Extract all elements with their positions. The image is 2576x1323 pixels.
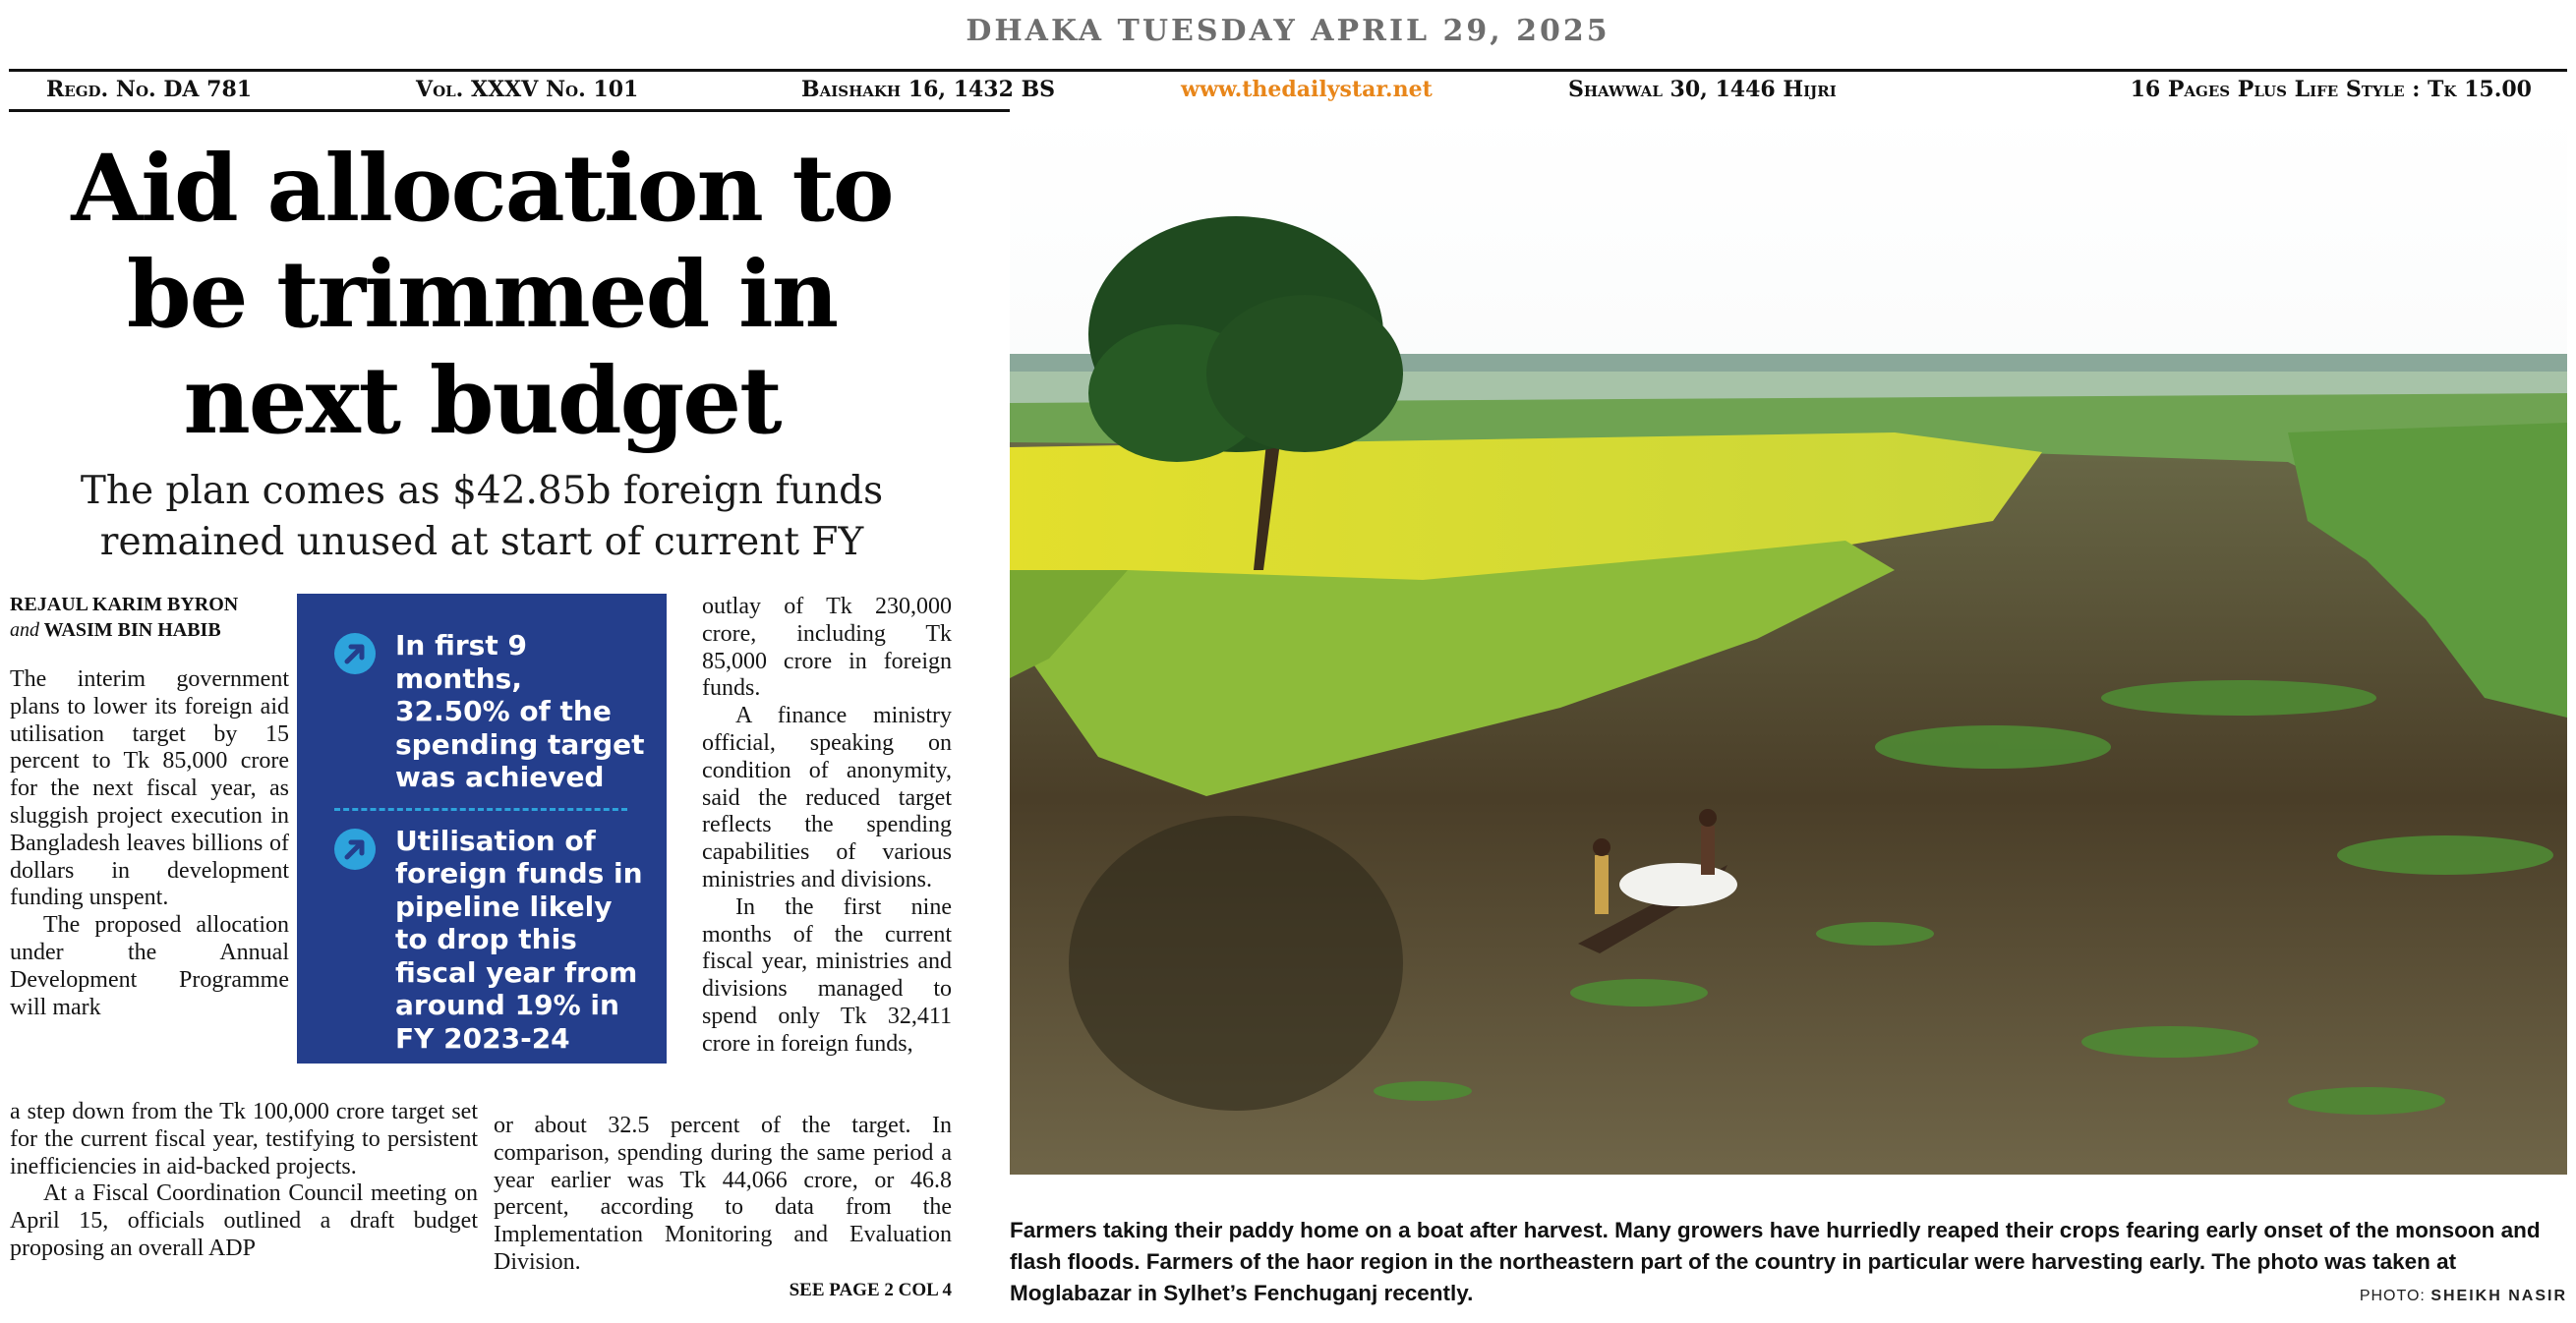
article-paragraph: In the first nine months of the current fiscal year, ministries and divisions managed to spend only Tk 32,411 crore in foreign funds, xyxy=(702,893,952,1057)
highlight-item xyxy=(334,629,645,794)
headline xyxy=(0,136,964,454)
arrow-up-right-icon xyxy=(334,633,376,674)
subheadline-line: The plan comes as $42.85b foreign funds xyxy=(80,469,884,513)
article-column-left xyxy=(10,666,289,1021)
article-paragraph: At a Fiscal Coordination Council meeting on April 15, officials outlined a draft budget proposing an overall ADP xyxy=(10,1180,478,1261)
author-name: REJAUL KARIM BYRON xyxy=(10,594,239,615)
headline-line: next budget xyxy=(183,347,781,455)
headline-line: Aid allocation to xyxy=(71,135,893,243)
website-link[interactable]: www.thedailystar.net xyxy=(1181,77,1433,102)
article-paragraph: The proposed allocation under the Annual Development Programme will mark xyxy=(10,912,289,1020)
headline-line: be trimmed in xyxy=(126,241,838,349)
highlight-text: Utilisation of foreign funds in pipeline likely to drop this fiscal year from around 19% in FY 2023-24 xyxy=(395,824,643,1055)
photo-credit-name: SHEIKH NASIR xyxy=(2430,1288,2567,1304)
pages-price: 16 Pages Plus Life Style : Tk 15.00 xyxy=(2130,77,2532,102)
news-photo xyxy=(1010,108,2567,1175)
article-paragraph: or about 32.5 percent of the target. In comparison, spending during the same period a year earlier was Tk 44,066 crore, or 46.8 percent, according to data from the Implementation Monitoring and Evaluation Division. xyxy=(494,1113,952,1275)
byline xyxy=(10,592,238,643)
article-paragraph: The interim government plans to lower its foreign aid utilisation target by 15 percent to Tk 85,000 crore for the next fiscal year, as sluggish project execution in Bangladesh leaves billions of dollars in development funding unspent. xyxy=(10,666,289,911)
article-paragraph: outlay of Tk 230,000 crore, including Tk 85,000 crore in foreign funds. xyxy=(702,594,952,702)
author-name: WASIM BIN HABIB xyxy=(43,619,221,641)
photo-credit xyxy=(2360,1288,2567,1305)
byline-joiner: and xyxy=(10,619,39,641)
highlight-text: In first 9 months, 32.50% of the spending target was achieved xyxy=(395,629,645,793)
hijri-date: Shawwal 30, 1446 Hijri xyxy=(1568,77,1837,102)
paddy-field-photo xyxy=(1010,108,2567,1175)
article-column-left-continued xyxy=(10,1099,478,1263)
registration-number: Regd. No. DA 781 xyxy=(46,77,253,102)
info-bar xyxy=(9,69,2567,112)
photo-caption: Farmers taking their paddy home on a boat after harvest. Many growers have hurriedly reaped their crops fearing early onset of the monsoon and flash floods. Farmers of the haor region in the northeastern part of the country in particular were harvesting early. The photo was taken at Moglabazar in Sylhet’s Fenchuganj recently. xyxy=(1010,1218,2541,1305)
article-column-right-continued xyxy=(494,1113,952,1277)
jump-reference[interactable]: SEE PAGE 2 COL 4 xyxy=(789,1280,952,1300)
article-paragraph: a step down from the Tk 100,000 crore target set for the current fiscal year, testifying to persistent inefficiencies in aid-backed projects. xyxy=(10,1099,478,1179)
article-paragraph: A finance ministry official, speaking on condition of anonymity, said the reduced target reflects the spending capabilities of various ministries and divisions. xyxy=(702,703,952,892)
article-column-right xyxy=(702,594,952,1059)
highlight-item xyxy=(334,825,645,1056)
divider xyxy=(334,808,627,811)
subheadline-line: remained unused at start of current FY xyxy=(99,520,864,564)
dateline: DHAKA TUESDAY APRIL 29, 2025 xyxy=(966,14,1610,48)
subheadline xyxy=(0,466,964,568)
bangla-date: Baishakh 16, 1432 BS xyxy=(801,77,1056,102)
arrow-up-right-icon xyxy=(334,829,376,870)
volume-number: Vol. XXXV No. 101 xyxy=(416,77,639,102)
highlights-box xyxy=(297,594,667,1064)
photo-credit-label: PHOTO: xyxy=(2359,1288,2426,1304)
